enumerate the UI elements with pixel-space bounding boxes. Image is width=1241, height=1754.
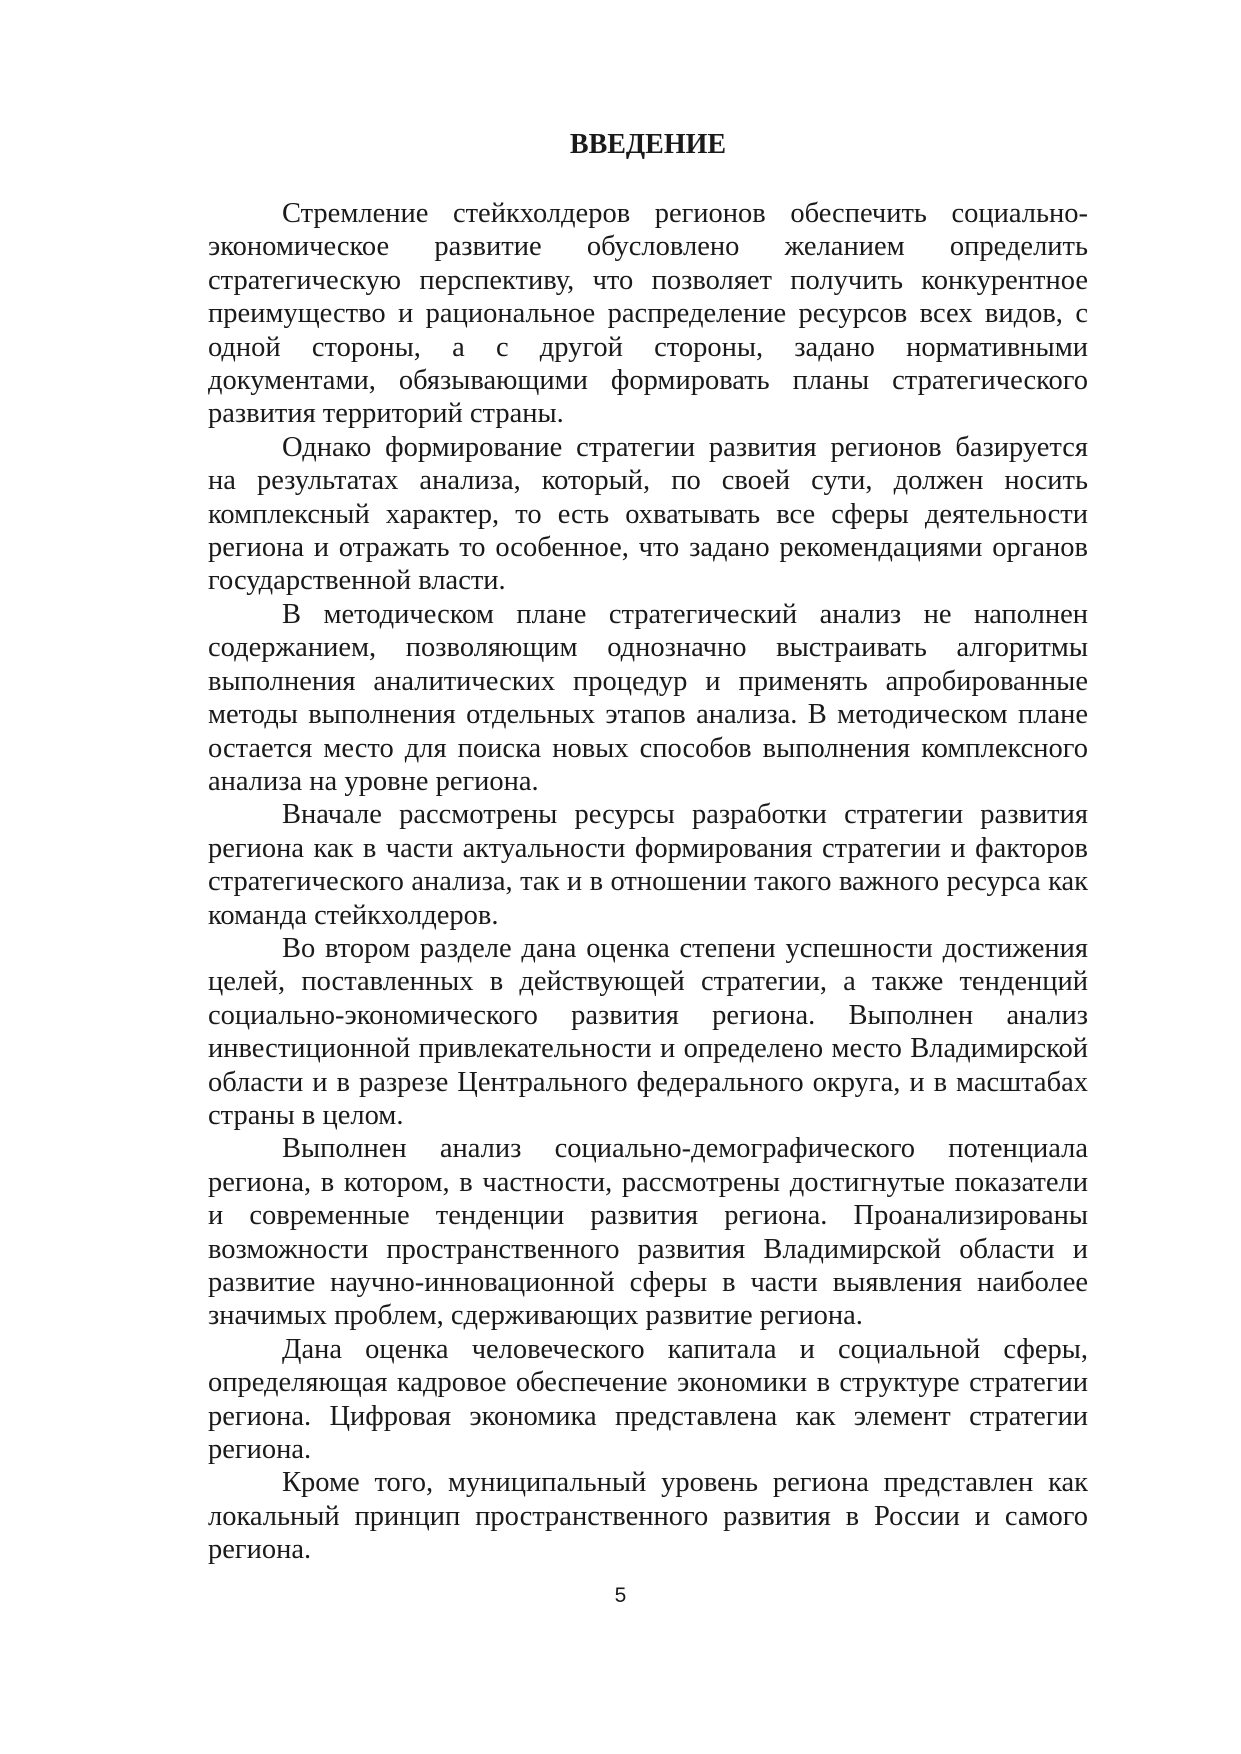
paragraph: Однако формирование стратегии развития регионов базируется на результатах анализа, который, по своей сути, должен носить комплексный характер, то есть охватывать все сферы деятельности региона и отражать то особенное, что задано рекомендациями органов государственной власти.: [208, 431, 1088, 597]
paragraph: Во втором разделе дана оценка степени успешности достижения целей, поставленных в действующей стратегии, а также тенденций социально-экономического развития региона. Выполнен анализ инвестиционной привлекательности и определено место Владимирской области и в разрезе Центрального федерального округа, и в масштабах страны в целом.: [208, 932, 1088, 1131]
page-number: 5: [614, 1584, 627, 1607]
paragraph: Стремление стейкхолдеров регионов обеспечить социально-экономическое развитие обусловлено желанием определить стратегическую перспективу, что позволяет получить конкурентное преимущество и рациональное распределение ресурсов всех видов, с одной стороны, а с другой стороны, задано нормативными документами, обязывающими формировать планы стратегического развития территорий страны.: [208, 198, 1088, 430]
page-title: ВВЕДЕНИЕ: [569, 129, 727, 160]
paragraph: Кроме того, муниципальный уровень региона представлен как локальный принцип пространственного развития в России и самого региона.: [208, 1467, 1088, 1566]
paragraph: Выполнен анализ социально-демографического потенциала региона, в котором, в частности, рассмотрены достигнутые показатели и современные тенденции развития региона. Проанализированы возможности пространственного развития Владимирской области и развитие научно-инновационной сферы в части выявления наиболее значимых проблем, сдерживающих развитие региона.: [208, 1133, 1088, 1332]
paragraph: Вначале рассмотрены ресурсы разработки стратегии развития региона как в части актуальности формирования стратегии и факторов стратегического анализа, так и в отношении такого важного ресурса как команда стейкхолдеров.: [208, 799, 1088, 931]
body-text: [208, 197, 1088, 1567]
paragraph: В методическом плане стратегический анализ не наполнен содержанием, позволяющим однозначно выстраивать алгоритмы выполнения аналитических процедур и применять апробированные методы выполнения отдельных этапов анализа. В методическом плане остается место для поиска новых способов выполнения комплексного анализа на уровне региона.: [208, 598, 1088, 797]
paragraph: Дана оценка человеческого капитала и социальной сферы, определяющая кадровое обеспечение экономики в структуре стратегии региона. Цифровая экономика представлена как элемент стратегии региона.: [208, 1333, 1088, 1466]
